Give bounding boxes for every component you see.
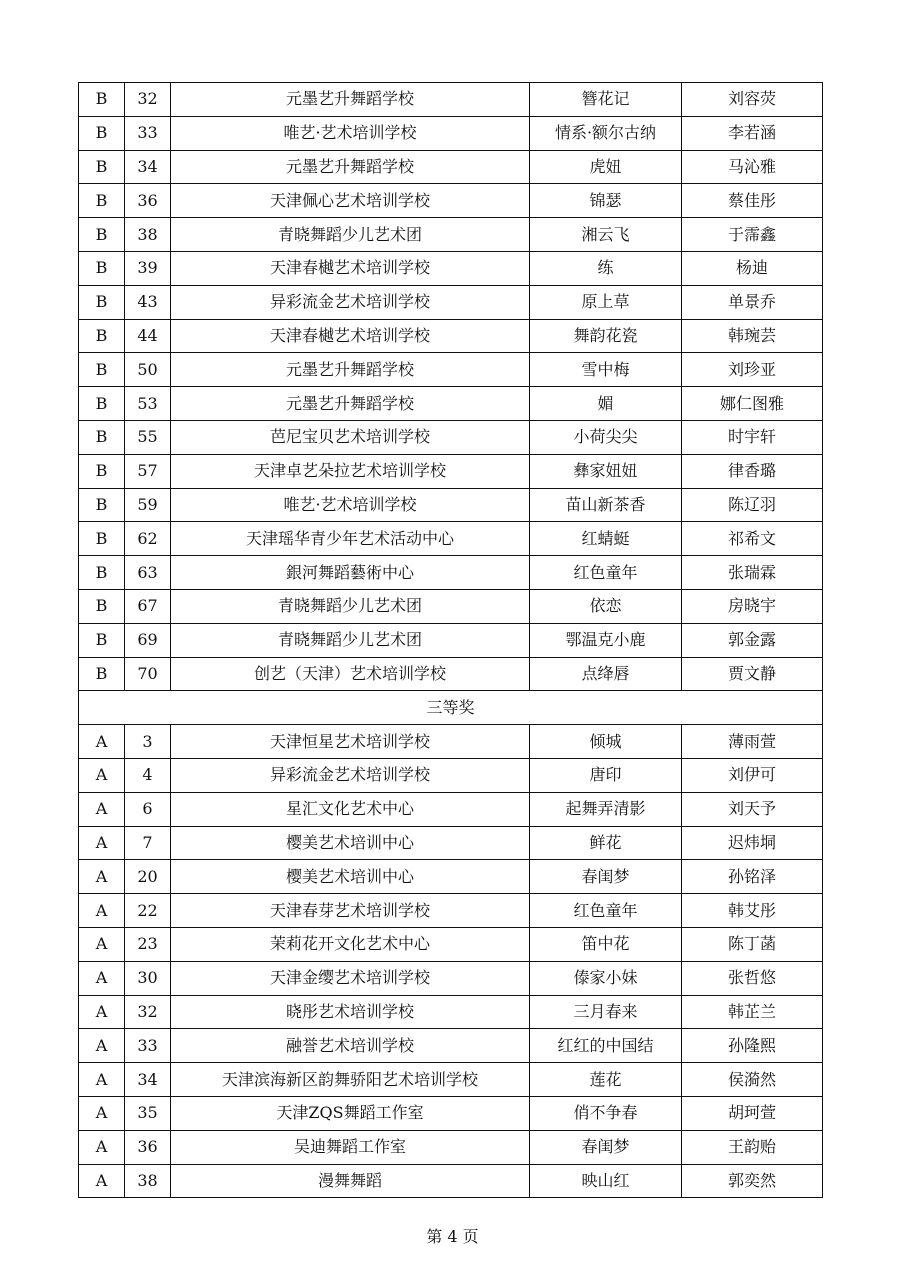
school-cell: 天津春樾艺术培训学校 bbox=[171, 251, 530, 285]
work-cell: 媚 bbox=[530, 387, 682, 421]
group-cell: B bbox=[79, 556, 125, 590]
number-cell: 59 bbox=[125, 488, 171, 522]
performer-cell: 韩芷兰 bbox=[682, 995, 823, 1029]
school-cell: 创艺（天津）艺术培训学校 bbox=[171, 657, 530, 691]
performer-cell: 韩艾彤 bbox=[682, 894, 823, 928]
work-cell: 苗山新茶香 bbox=[530, 488, 682, 522]
school-cell: 芭尼宝贝艺术培训学校 bbox=[171, 420, 530, 454]
performer-cell: 刘天予 bbox=[682, 792, 823, 826]
table-row bbox=[79, 1130, 823, 1164]
work-cell: 锦瑟 bbox=[530, 184, 682, 218]
table-section-third-prize bbox=[79, 691, 823, 725]
table-body-third-prize bbox=[79, 725, 823, 1198]
school-cell: 异彩流金艺术培训学校 bbox=[171, 758, 530, 792]
school-cell: 天津春樾艺术培训学校 bbox=[171, 319, 530, 353]
school-cell: 天津卓艺朵拉艺术培训学校 bbox=[171, 454, 530, 488]
number-cell: 22 bbox=[125, 894, 171, 928]
group-cell: B bbox=[79, 589, 125, 623]
work-cell: 虎妞 bbox=[530, 150, 682, 184]
school-cell: 星汇文化艺术中心 bbox=[171, 792, 530, 826]
number-cell: 62 bbox=[125, 522, 171, 556]
group-cell: B bbox=[79, 420, 125, 454]
group-cell: B bbox=[79, 319, 125, 353]
school-cell: 元墨艺升舞蹈学校 bbox=[171, 387, 530, 421]
school-cell: 唯艺·艺术培训学校 bbox=[171, 116, 530, 150]
group-cell: B bbox=[79, 83, 125, 117]
number-cell: 53 bbox=[125, 387, 171, 421]
performer-cell: 房晓宇 bbox=[682, 589, 823, 623]
school-cell: 青晓舞蹈少儿艺术团 bbox=[171, 589, 530, 623]
work-cell: 鲜花 bbox=[530, 826, 682, 860]
work-cell: 彝家妞妞 bbox=[530, 454, 682, 488]
number-cell: 36 bbox=[125, 1130, 171, 1164]
number-cell: 57 bbox=[125, 454, 171, 488]
school-cell: 元墨艺升舞蹈学校 bbox=[171, 353, 530, 387]
performer-cell: 杨迪 bbox=[682, 251, 823, 285]
number-cell: 34 bbox=[125, 150, 171, 184]
table-row bbox=[79, 623, 823, 657]
group-cell: A bbox=[79, 1029, 125, 1063]
school-cell: 吴迪舞蹈工作室 bbox=[171, 1130, 530, 1164]
table-row bbox=[79, 83, 823, 117]
group-cell: B bbox=[79, 218, 125, 252]
school-cell: 异彩流金艺术培训学校 bbox=[171, 285, 530, 319]
table-row bbox=[79, 420, 823, 454]
school-cell: 天津金缨艺术培训学校 bbox=[171, 961, 530, 995]
table-row bbox=[79, 894, 823, 928]
work-cell: 原上草 bbox=[530, 285, 682, 319]
school-cell: 漫舞舞蹈 bbox=[171, 1164, 530, 1198]
work-cell: 起舞弄清影 bbox=[530, 792, 682, 826]
number-cell: 32 bbox=[125, 995, 171, 1029]
school-cell: 天津恒星艺术培训学校 bbox=[171, 725, 530, 759]
number-cell: 32 bbox=[125, 83, 171, 117]
section-header-row bbox=[79, 691, 823, 725]
table-body-second-prize bbox=[79, 83, 823, 691]
school-cell: 元墨艺升舞蹈学校 bbox=[171, 150, 530, 184]
group-cell: A bbox=[79, 1130, 125, 1164]
work-cell: 红红的中国结 bbox=[530, 1029, 682, 1063]
group-cell: B bbox=[79, 184, 125, 218]
performer-cell: 于霈鑫 bbox=[682, 218, 823, 252]
performer-cell: 李若涵 bbox=[682, 116, 823, 150]
performer-cell: 王韵贻 bbox=[682, 1130, 823, 1164]
table-row bbox=[79, 826, 823, 860]
number-cell: 55 bbox=[125, 420, 171, 454]
group-cell: B bbox=[79, 657, 125, 691]
group-cell: B bbox=[79, 251, 125, 285]
number-cell: 33 bbox=[125, 1029, 171, 1063]
work-cell: 映山红 bbox=[530, 1164, 682, 1198]
school-cell: 青晓舞蹈少儿艺术团 bbox=[171, 623, 530, 657]
school-cell: 樱美艺术培训中心 bbox=[171, 826, 530, 860]
group-cell: B bbox=[79, 522, 125, 556]
group-cell: A bbox=[79, 995, 125, 1029]
number-cell: 33 bbox=[125, 116, 171, 150]
group-cell: A bbox=[79, 894, 125, 928]
table-row bbox=[79, 251, 823, 285]
performer-cell: 侯漪然 bbox=[682, 1063, 823, 1097]
work-cell: 红蜻蜓 bbox=[530, 522, 682, 556]
school-cell: 天津ZQS舞蹈工作室 bbox=[171, 1096, 530, 1130]
table-row bbox=[79, 725, 823, 759]
number-cell: 38 bbox=[125, 218, 171, 252]
table-row bbox=[79, 387, 823, 421]
group-cell: B bbox=[79, 488, 125, 522]
table-row bbox=[79, 218, 823, 252]
performer-cell: 祁希文 bbox=[682, 522, 823, 556]
group-cell: A bbox=[79, 961, 125, 995]
table-row bbox=[79, 184, 823, 218]
work-cell: 点绛唇 bbox=[530, 657, 682, 691]
performer-cell: 刘容荧 bbox=[682, 83, 823, 117]
work-cell: 小荷尖尖 bbox=[530, 420, 682, 454]
school-cell: 元墨艺升舞蹈学校 bbox=[171, 83, 530, 117]
number-cell: 35 bbox=[125, 1096, 171, 1130]
performer-cell: 张哲悠 bbox=[682, 961, 823, 995]
performer-cell: 蔡佳彤 bbox=[682, 184, 823, 218]
school-cell: 茉莉花开文化艺术中心 bbox=[171, 927, 530, 961]
performer-cell: 迟炜垌 bbox=[682, 826, 823, 860]
performer-cell: 孙隆熙 bbox=[682, 1029, 823, 1063]
work-cell: 红色童年 bbox=[530, 894, 682, 928]
school-cell: 天津滨海新区韵舞骄阳艺术培训学校 bbox=[171, 1063, 530, 1097]
table-row bbox=[79, 556, 823, 590]
school-cell: 樱美艺术培训中心 bbox=[171, 860, 530, 894]
work-cell: 情系·额尔古纳 bbox=[530, 116, 682, 150]
table-row bbox=[79, 319, 823, 353]
group-cell: B bbox=[79, 150, 125, 184]
table-row bbox=[79, 150, 823, 184]
school-cell: 晓彤艺术培训学校 bbox=[171, 995, 530, 1029]
work-cell: 俏不争春 bbox=[530, 1096, 682, 1130]
performer-cell: 张瑞霖 bbox=[682, 556, 823, 590]
number-cell: 69 bbox=[125, 623, 171, 657]
number-cell: 70 bbox=[125, 657, 171, 691]
group-cell: A bbox=[79, 826, 125, 860]
performer-cell: 马沁雅 bbox=[682, 150, 823, 184]
table-row bbox=[79, 454, 823, 488]
school-cell: 融誉艺术培训学校 bbox=[171, 1029, 530, 1063]
performer-cell: 陈丁菡 bbox=[682, 927, 823, 961]
performer-cell: 胡珂萱 bbox=[682, 1096, 823, 1130]
performer-cell: 郭金露 bbox=[682, 623, 823, 657]
number-cell: 23 bbox=[125, 927, 171, 961]
performer-cell: 刘伊可 bbox=[682, 758, 823, 792]
work-cell: 唐印 bbox=[530, 758, 682, 792]
awards-table bbox=[78, 82, 823, 1198]
number-cell: 4 bbox=[125, 758, 171, 792]
section-title: 三等奖 bbox=[79, 691, 823, 725]
number-cell: 7 bbox=[125, 826, 171, 860]
performer-cell: 薄雨萱 bbox=[682, 725, 823, 759]
group-cell: A bbox=[79, 1164, 125, 1198]
work-cell: 笛中花 bbox=[530, 927, 682, 961]
work-cell: 簪花记 bbox=[530, 83, 682, 117]
number-cell: 36 bbox=[125, 184, 171, 218]
group-cell: A bbox=[79, 758, 125, 792]
school-cell: 銀河舞蹈藝術中心 bbox=[171, 556, 530, 590]
work-cell: 鄂温克小鹿 bbox=[530, 623, 682, 657]
table-row bbox=[79, 488, 823, 522]
number-cell: 30 bbox=[125, 961, 171, 995]
table-row bbox=[79, 961, 823, 995]
work-cell: 莲花 bbox=[530, 1063, 682, 1097]
work-cell: 傣家小妹 bbox=[530, 961, 682, 995]
school-cell: 青晓舞蹈少儿艺术团 bbox=[171, 218, 530, 252]
number-cell: 39 bbox=[125, 251, 171, 285]
school-cell: 唯艺·艺术培训学校 bbox=[171, 488, 530, 522]
performer-cell: 陈辽羽 bbox=[682, 488, 823, 522]
number-cell: 34 bbox=[125, 1063, 171, 1097]
group-cell: B bbox=[79, 623, 125, 657]
performer-cell: 单景乔 bbox=[682, 285, 823, 319]
table-row bbox=[79, 353, 823, 387]
group-cell: B bbox=[79, 285, 125, 319]
page-number: 第 4 页 bbox=[426, 1227, 479, 1246]
performer-cell: 韩琬芸 bbox=[682, 319, 823, 353]
number-cell: 67 bbox=[125, 589, 171, 623]
number-cell: 63 bbox=[125, 556, 171, 590]
number-cell: 43 bbox=[125, 285, 171, 319]
number-cell: 38 bbox=[125, 1164, 171, 1198]
group-cell: A bbox=[79, 860, 125, 894]
table-row bbox=[79, 1164, 823, 1198]
table-row bbox=[79, 1096, 823, 1130]
table-row bbox=[79, 758, 823, 792]
group-cell: A bbox=[79, 1096, 125, 1130]
table-row bbox=[79, 1029, 823, 1063]
performer-cell: 郭奕然 bbox=[682, 1164, 823, 1198]
performer-cell: 时宇轩 bbox=[682, 420, 823, 454]
table-row bbox=[79, 657, 823, 691]
number-cell: 20 bbox=[125, 860, 171, 894]
table-row bbox=[79, 285, 823, 319]
number-cell: 44 bbox=[125, 319, 171, 353]
work-cell: 倾城 bbox=[530, 725, 682, 759]
performer-cell: 刘珍亚 bbox=[682, 353, 823, 387]
performer-cell: 孙铭泽 bbox=[682, 860, 823, 894]
school-cell: 天津佩心艺术培训学校 bbox=[171, 184, 530, 218]
work-cell: 舞韵花瓷 bbox=[530, 319, 682, 353]
work-cell: 练 bbox=[530, 251, 682, 285]
number-cell: 50 bbox=[125, 353, 171, 387]
work-cell: 春闺梦 bbox=[530, 1130, 682, 1164]
work-cell: 湘云飞 bbox=[530, 218, 682, 252]
table-row bbox=[79, 116, 823, 150]
school-cell: 天津瑶华青少年艺术活动中心 bbox=[171, 522, 530, 556]
performer-cell: 贾文静 bbox=[682, 657, 823, 691]
work-cell: 红色童年 bbox=[530, 556, 682, 590]
group-cell: A bbox=[79, 792, 125, 826]
group-cell: A bbox=[79, 1063, 125, 1097]
performer-cell: 娜仁图雅 bbox=[682, 387, 823, 421]
school-cell: 天津春芽艺术培训学校 bbox=[171, 894, 530, 928]
table-row bbox=[79, 522, 823, 556]
table-row bbox=[79, 1063, 823, 1097]
group-cell: B bbox=[79, 454, 125, 488]
number-cell: 6 bbox=[125, 792, 171, 826]
table-row bbox=[79, 860, 823, 894]
work-cell: 三月春来 bbox=[530, 995, 682, 1029]
table-row bbox=[79, 995, 823, 1029]
work-cell: 依恋 bbox=[530, 589, 682, 623]
number-cell: 3 bbox=[125, 725, 171, 759]
group-cell: A bbox=[79, 927, 125, 961]
table-row bbox=[79, 589, 823, 623]
work-cell: 春闺梦 bbox=[530, 860, 682, 894]
table-row bbox=[79, 927, 823, 961]
table-row bbox=[79, 792, 823, 826]
performer-cell: 律香璐 bbox=[682, 454, 823, 488]
group-cell: B bbox=[79, 116, 125, 150]
group-cell: B bbox=[79, 387, 125, 421]
work-cell: 雪中梅 bbox=[530, 353, 682, 387]
group-cell: B bbox=[79, 353, 125, 387]
group-cell: A bbox=[79, 725, 125, 759]
